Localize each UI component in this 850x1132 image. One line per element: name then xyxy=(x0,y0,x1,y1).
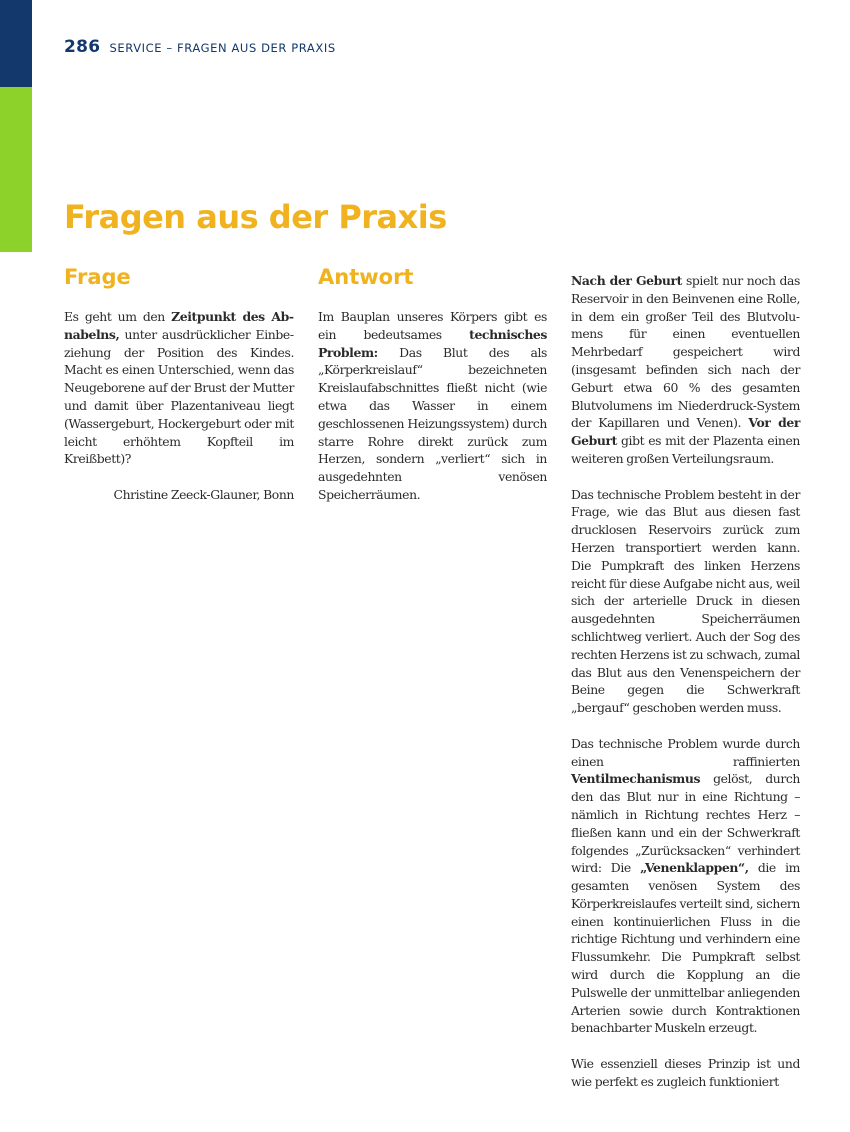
answer-paragraph-5: Wie essenziell dieses Prinzip ist und wie perfekt es zugleich funktioniert xyxy=(571,1056,800,1089)
page-number: 286 xyxy=(64,37,101,57)
question-text xyxy=(64,308,294,468)
answer-paragraph-2 xyxy=(571,272,800,468)
running-head xyxy=(64,37,336,57)
answer-paragraph-1 xyxy=(318,308,547,504)
answer-paragraph-3: Das technische Problem besteht in der Frage, wie das Blut aus diesen fast drucklosen Reservoirs zurück zum Herzen transportiert werden kann. Die Pumpkraft des linken Herzens reicht für diese Aufgabe nicht aus, weil sich der arterielle Druck in diesen ausgedehnten Speicherräumen schlichtweg verliert. Auch der Sog des rechten Herzens ist zu schwach, zumal das Blut aus den Venenspeichern der Beine gegen die Schwerkraft „bergauf“ geschoben werden muss. xyxy=(571,486,800,716)
answer-emphasis: technisches Problem: xyxy=(318,326,547,360)
answer-emphasis: Ventilmechanismus xyxy=(571,771,701,787)
answer-heading: Antwort xyxy=(318,265,414,289)
color-bar-accent xyxy=(0,87,32,252)
question-heading: Frage xyxy=(64,265,131,289)
answer-emphasis: Vor der Geburt xyxy=(571,415,800,449)
section-label: SERVICE – FRAGEN AUS DER PRAXIS xyxy=(109,41,336,55)
answer-text-part: Das Blut des als „Körperkreislauf“ bezeichneten Kreislaufabschnittes fließt nicht (wie etwa das Wasser in einem geschlossenen Heizungssystem) durch starre Rohre direkt zurück zum Herzen, sondern „verliert“ sich in ausgedehnten venösen Speicherräumen. xyxy=(318,344,547,502)
answer-text-part: gelöst, durch den das Blut nur in eine Richtung – nämlich in Richtung rechtes Herz – fließen kann und ein der Schwerkraft folgendes „Zurücksacken“ verhindert wird: Die xyxy=(571,771,800,876)
answer-text-part: Das technische Problem wurde durch einen raffinierten xyxy=(571,735,800,769)
answer-text-part: die im gesamten venösen System des Körperkreislaufes verteilt sind, sichern einen kontinuierlichen Fluss in die richtige Richtung und verhindern eine Flussumkehr. Die Pumpkraft selbst wird durch die Kopplung an die Pulswelle der unmittelbar anliegenden Arterien sowie durch Kontraktionen benachbarter Muskeln erzeugt. xyxy=(571,860,800,1036)
question-emphasis: Zeitpunkt des Abnabelns, xyxy=(64,309,294,342)
answer-text-part: gibt es mit der Plazenta einen weiteren großen Verteilungsraum. xyxy=(571,433,800,466)
color-bar-top xyxy=(0,0,32,87)
answer-text-part: spielt nur noch das Reservoir in den Beinvenen eine Rolle, in dem ein großer Teil des Blutvolumens für einen eventuellen Mehrbedarf gespeichert wird (insgesamt befinden sich nach der Geburt etwa 60 % des gesamten Blutvolumens im Niederdruck-System der Kapillaren und Venen). xyxy=(571,273,801,431)
answer-paragraph-4 xyxy=(571,735,800,1038)
page-title: Fragen aus der Praxis xyxy=(64,198,447,236)
question-text-part: Es geht um den xyxy=(64,309,172,324)
answer-column-1 xyxy=(318,308,547,504)
answer-emphasis: Nach der Geburt xyxy=(571,273,682,288)
answer-column-2 xyxy=(571,272,800,1091)
answer-text-part: Im Bauplan unseres Körpers gibt es ein bedeutsames xyxy=(318,309,547,342)
answer-emphasis: „Venenklappen“, xyxy=(640,860,749,876)
question-text-part: unter ausdrücklicher Einbeziehung der Position des Kindes. Macht es einen Unterschied, wenn das Neugeborene auf der Brust der Mutter und damit über Plazentaniveau liegt (Wassergeburt, Hockergeburt oder mit leicht erhöhtem Kopfteil im Kreißbett)? xyxy=(64,326,294,467)
question-column xyxy=(64,308,294,504)
signature: Christine Zeeck-Glauner, Bonn xyxy=(113,486,294,502)
